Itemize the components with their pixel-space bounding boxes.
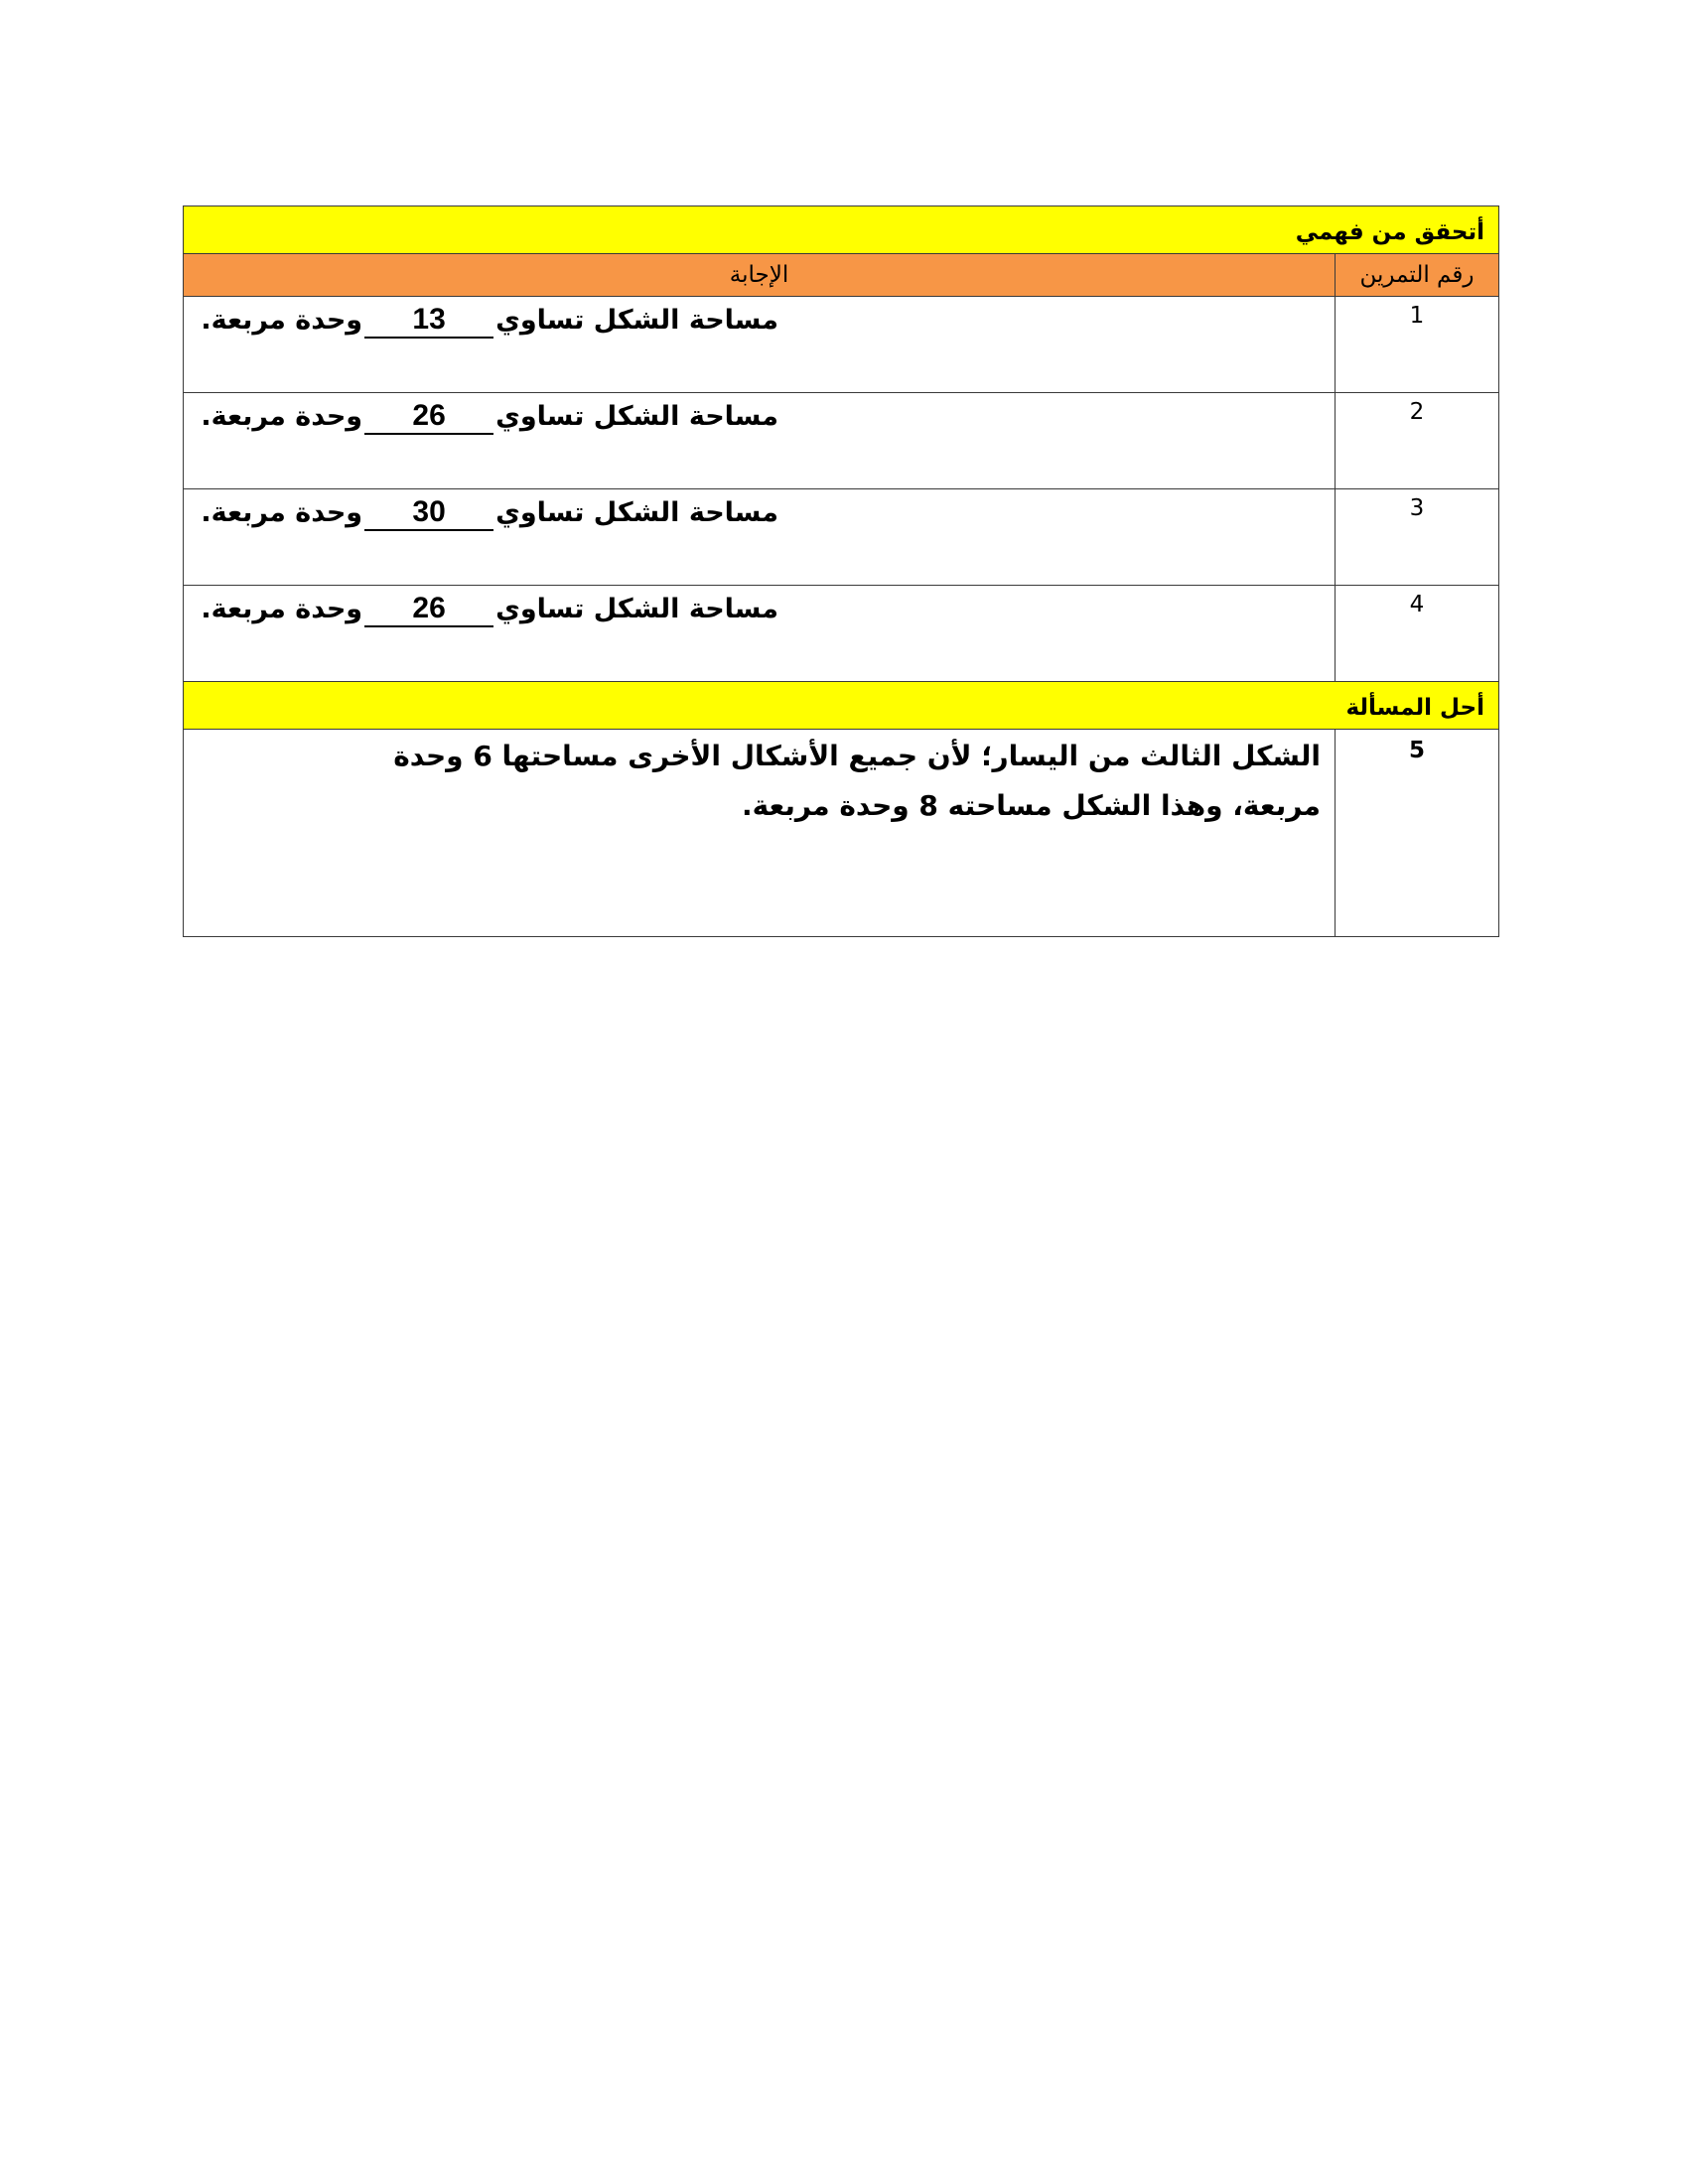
answer-row-1	[184, 297, 1499, 393]
answer-cell	[184, 393, 1336, 489]
problem-section-title: أحل المسألة	[184, 682, 1499, 730]
section-title: أتحقق من فهمي	[184, 206, 1499, 254]
answer-sentence	[201, 495, 778, 531]
problem-row	[184, 730, 1499, 937]
answer-cell	[184, 586, 1336, 682]
problem-title-row	[184, 682, 1499, 730]
answer-prefix: مساحة الشكل تساوي	[495, 497, 778, 528]
problem-number: 5	[1336, 730, 1499, 937]
answer-value: 30	[364, 495, 493, 531]
answer-value: 13	[364, 303, 493, 339]
answer-row-2	[184, 393, 1499, 489]
answer-cell	[184, 297, 1336, 393]
exercise-number: 4	[1336, 586, 1499, 682]
problem-answer-text: الشكل الثالث من اليسار؛ لأن جميع الأشكال الأخرى مساحتها 6 وحدة مربعة، وهذا الشكل مساحته 8 وحدة مربعة.	[184, 730, 1336, 937]
answer-prefix: مساحة الشكل تساوي	[495, 594, 778, 624]
exercise-number: 1	[1336, 297, 1499, 393]
answer-row-3	[184, 489, 1499, 586]
header-exercise-number: رقم التمرين	[1336, 254, 1499, 297]
exercise-number: 2	[1336, 393, 1499, 489]
answer-prefix: مساحة الشكل تساوي	[495, 401, 778, 432]
header-row	[184, 254, 1499, 297]
answer-row-4	[184, 586, 1499, 682]
answer-suffix: وحدة مربعة.	[201, 305, 363, 336]
answer-sentence	[201, 592, 778, 627]
header-answer: الإجابة	[184, 254, 1336, 297]
answer-suffix: وحدة مربعة.	[201, 497, 363, 528]
answer-prefix: مساحة الشكل تساوي	[495, 305, 778, 336]
exercise-number: 3	[1336, 489, 1499, 586]
exercise-table	[183, 205, 1499, 937]
answer-suffix: وحدة مربعة.	[201, 594, 363, 624]
answer-value: 26	[364, 592, 493, 627]
answer-cell	[184, 489, 1336, 586]
answer-value: 26	[364, 399, 493, 435]
answer-sentence	[201, 399, 778, 435]
answer-suffix: وحدة مربعة.	[201, 401, 363, 432]
answer-sentence	[201, 303, 778, 339]
section-title-row	[184, 206, 1499, 254]
